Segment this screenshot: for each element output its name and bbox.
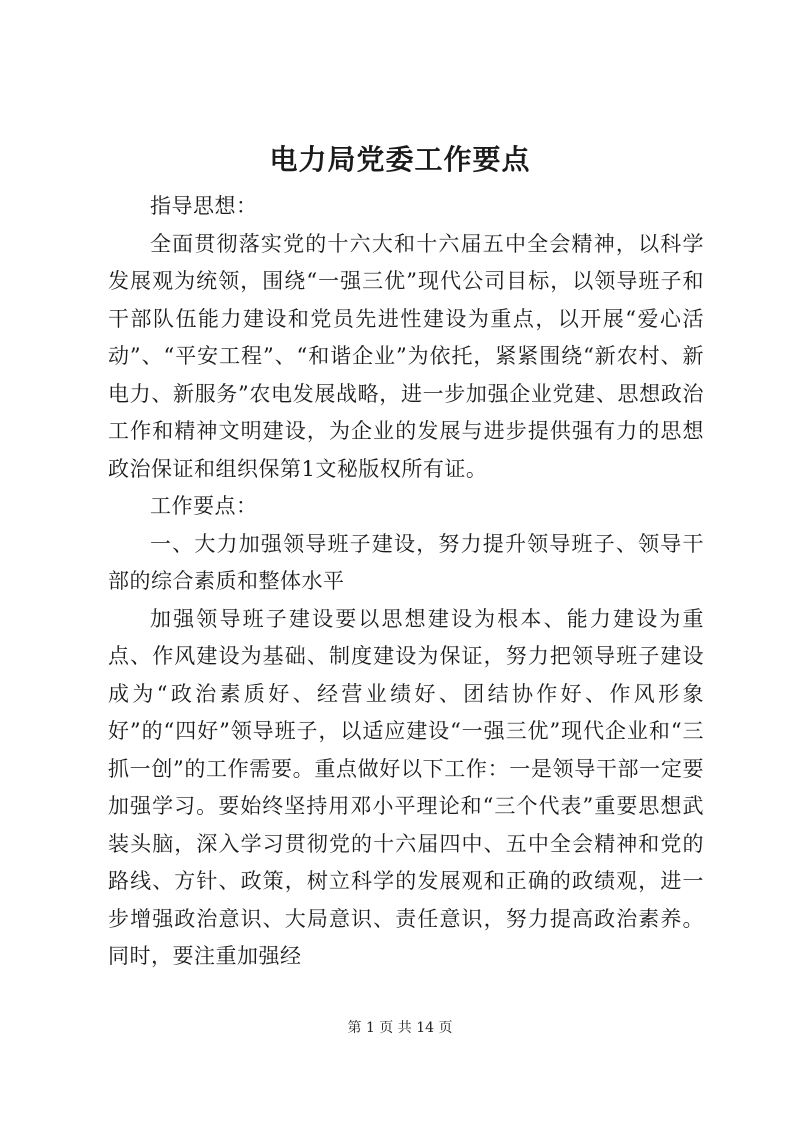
paragraph-section-one-heading: 一、大力加强领导班子建设，努力提升领导班子、领导干部的综合素质和整体水平 [108, 531, 704, 593]
page-title: 电力局党委工作要点 [269, 143, 531, 176]
paragraph-work-heading: 工作要点： [150, 494, 258, 518]
paragraph-guiding-heading: 指导思想： [150, 194, 258, 218]
paragraph-section-one-text: 加强领导班子建设要以思想建设为根本、能力建设为重点、作风建设为基础、制度建设为保证，努力把领导班子建设成为“政治素质好、经营业绩好、团结协作好、作风形象好”的“四好”领导班子，以适应建设“一强三优”现代企业和“三抓一创”的工作需要。重点做好以下工作：一是领导干部一定要加强学习。要始终坚持用邓小平理论和“三个代表”重要思想武装头脑，深入学习贯彻党的十六届四中、五中全会精神和党的路线、方针、政策，树立科学的发展观和正确的政绩观，进一步增强政治意识、大局意识、责任意识，努力提高政治素养。同时，要注重加强经 [108, 606, 704, 968]
paragraph-guiding-text: 全面贯彻落实党的十六大和十六届五中全会精神，以科学发展观为统领，围绕“一强三优”现代公司目标，以领导班子和干部队伍能力建设和党员先进性建设为重点，以开展“爱心活动”、“平安工程”、“和谐企业”为依托，紧紧围绕“新农村、新电力、新服务”农电发展战略，进一步加强企业党建、思想政治工作和精神文明建设，为企业的发展与进步提供强有力的思想政治保证和组织保第1文秘版权所有证。 [108, 231, 704, 481]
document-body [108, 188, 704, 976]
page-number-footer: 第 1 页 共 14 页 [347, 1020, 453, 1036]
